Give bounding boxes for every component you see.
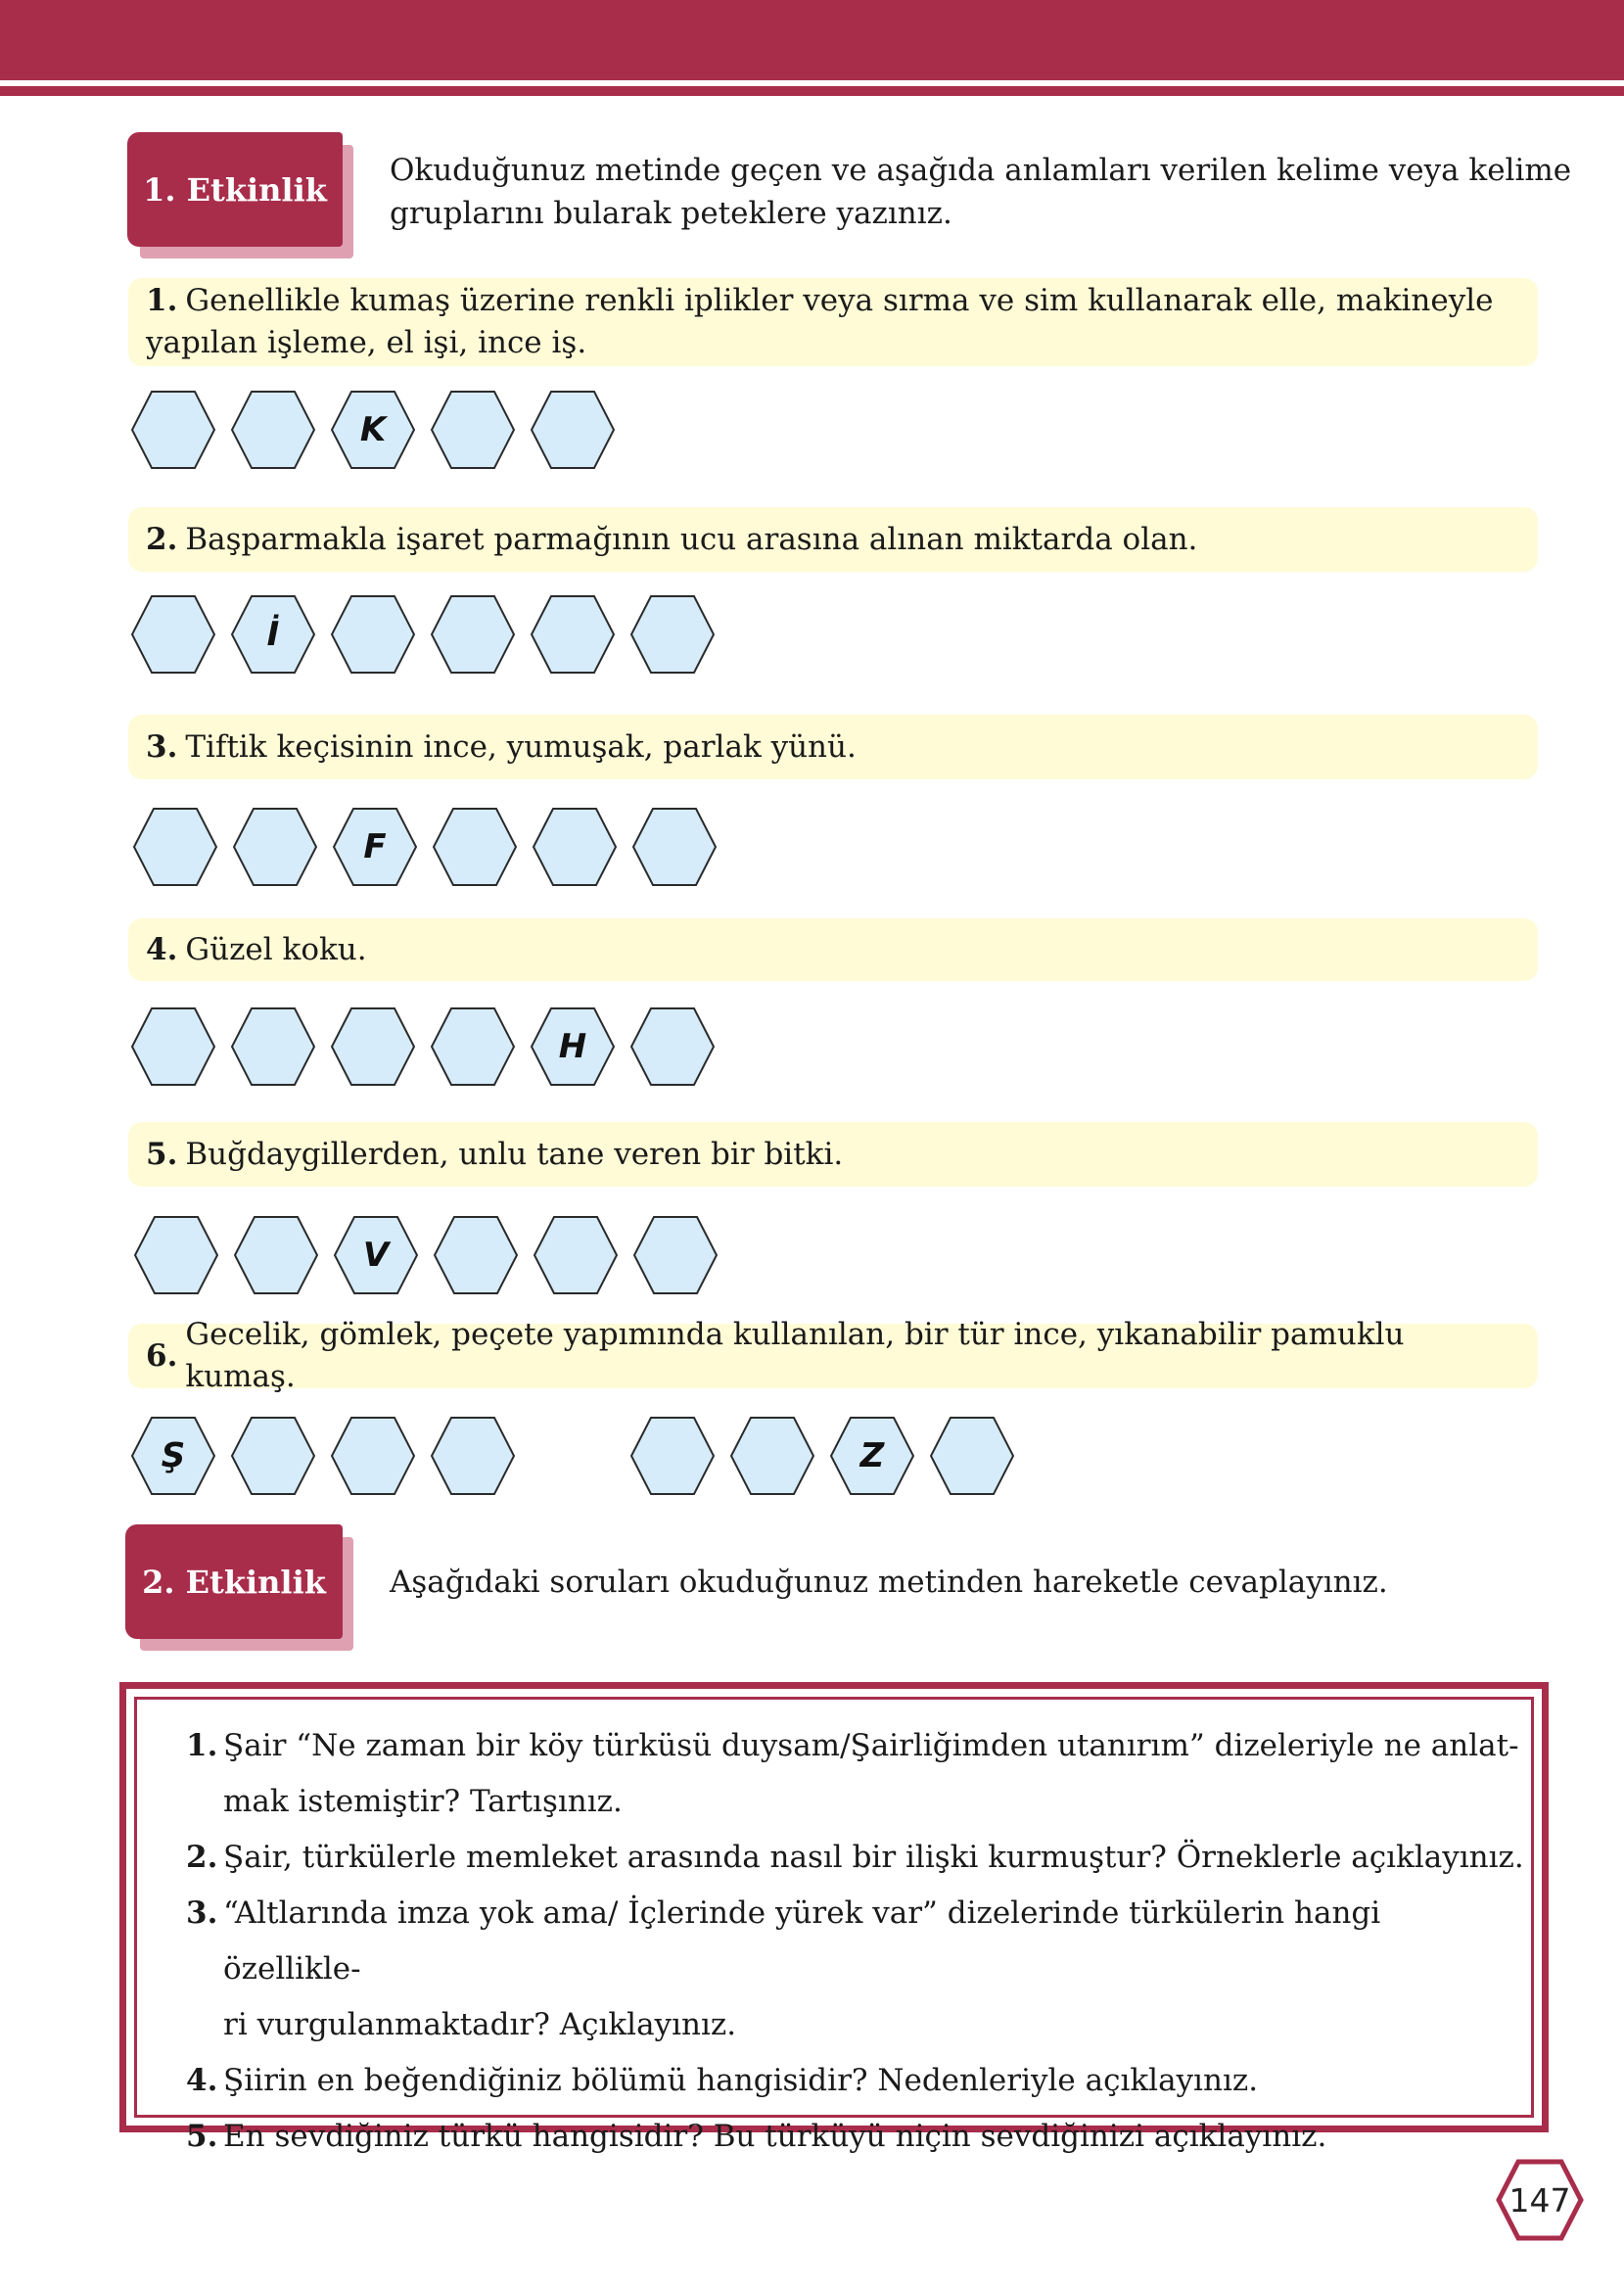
answer-cell-letter xyxy=(232,1214,320,1296)
activity1-label: 1. Etkinlik xyxy=(127,132,343,247)
answer-cell[interactable] xyxy=(531,806,619,888)
answer-cell-letter xyxy=(630,806,719,888)
answer-cell-letter xyxy=(429,1005,517,1088)
activity2-label: 2. Etkinlik xyxy=(125,1524,343,1639)
question-5-box: 5. Buğdaygillerden, unlu tane veren bir bitki. xyxy=(128,1122,1538,1187)
answer-cell[interactable] xyxy=(329,389,417,471)
answer-cell[interactable] xyxy=(628,1005,717,1088)
question-1-box: 1. Genellikle kumaş üzerine renkli iplikler veya sırma ve sim kullanarak elle, makineyle yapılan işleme, el işi, ince iş. xyxy=(128,278,1538,366)
list-item: 4. Şiirin en beğendiğiniz bölümü hangisidir? Nedenleriyle açıklayınız. xyxy=(186,2063,1259,2098)
answer-cell-letter: K xyxy=(359,410,387,449)
answer-cell-letter xyxy=(429,593,517,676)
answer-cell-letter xyxy=(532,1214,620,1296)
answer-cell-letter: H xyxy=(558,1027,587,1066)
answer-cell[interactable] xyxy=(132,1214,220,1296)
answer-cell-letter xyxy=(432,1214,520,1296)
answer-cell[interactable] xyxy=(429,1415,517,1497)
answer-cell[interactable] xyxy=(628,593,717,676)
answer-cell-letter: V xyxy=(362,1236,390,1275)
answer-cell-letter xyxy=(329,593,417,676)
list-item: 1. Şair “Ne zaman bir köy türküsü duysam/Şairliğimden utanırım” dizeleriyle ne anlat- mak istemiştir? Tartışınız. xyxy=(186,1728,1519,1819)
answer-cell[interactable] xyxy=(532,1214,620,1296)
answer-cell-letter xyxy=(129,1005,217,1088)
answer-cell-letter: F xyxy=(363,827,387,866)
answer-cell-letter xyxy=(628,593,717,676)
activity1-instruction: Okuduğunuz metinde geçen ve aşağıda anlamları verilen kelime veya kelime gruplarını bularak peteklere yazınız. xyxy=(390,153,1572,231)
answer-cell-letter xyxy=(431,806,519,888)
answer-cell[interactable] xyxy=(331,806,419,888)
answer-cell-letter: Ş xyxy=(161,1436,186,1475)
answer-cell-letter xyxy=(131,806,219,888)
answer-cell-letter xyxy=(329,1005,417,1088)
answer-cell[interactable] xyxy=(928,1415,1016,1497)
answer-cell-letter xyxy=(628,1005,717,1088)
answer-cell-letter xyxy=(531,806,619,888)
answer-cell-letter xyxy=(329,1415,417,1497)
list-item: 5. En sevdiğiniz türkü hangisidir? Bu türküyü niçin sevdiğinizi açıklayınız. xyxy=(186,2119,1327,2154)
answer-cell-letter xyxy=(229,1005,317,1088)
answer-cell-letter xyxy=(231,806,319,888)
header-rule xyxy=(0,86,1624,96)
answer-cell[interactable] xyxy=(432,1214,520,1296)
question-2-box: 2. Başparmakla işaret parmağının ucu arasına alınan miktarda olan. xyxy=(128,507,1538,572)
answer-cell-letter xyxy=(928,1415,1016,1497)
answer-cell[interactable] xyxy=(529,389,617,471)
answer-cell[interactable] xyxy=(129,593,217,676)
answer-cell-letter xyxy=(628,1415,717,1497)
header-band xyxy=(0,0,1624,80)
answer-cell[interactable] xyxy=(229,389,317,471)
answer-cell[interactable] xyxy=(631,1214,719,1296)
answer-cell[interactable] xyxy=(229,593,317,676)
answer-cell[interactable] xyxy=(332,1214,420,1296)
answer-cell-letter xyxy=(132,1214,220,1296)
answer-cell[interactable] xyxy=(329,1005,417,1088)
answer-cell[interactable] xyxy=(429,593,517,676)
answer-cell-letter xyxy=(429,389,517,471)
answer-cell[interactable] xyxy=(429,389,517,471)
answer-cell-letter xyxy=(631,1214,719,1296)
answer-cell[interactable] xyxy=(529,1005,617,1088)
answer-cell[interactable] xyxy=(131,806,219,888)
answer-cell[interactable] xyxy=(628,1415,717,1497)
answer-cell[interactable] xyxy=(129,1415,217,1497)
answer-cell[interactable] xyxy=(630,806,719,888)
answer-cell-letter xyxy=(529,593,617,676)
answer-cell[interactable] xyxy=(232,1214,320,1296)
answer-cell-letter xyxy=(229,1415,317,1497)
answer-cell[interactable] xyxy=(329,593,417,676)
answer-cell[interactable] xyxy=(129,1005,217,1088)
answer-cell-letter xyxy=(229,389,317,471)
list-item: 3. “Altlarında imza yok ama/ İçlerinde yürek var” dizelerinde türkülerin hangi özellikle- ri vurgulanmaktadır? Açıklayınız. xyxy=(186,1895,1381,2042)
answer-cell-letter: Z xyxy=(859,1436,885,1475)
answer-cell-letter xyxy=(429,1415,517,1497)
question-6-box: 6. Gecelik, gömlek, peçete yapımında kullanılan, bir tür ince, yıkanabilir pamuklu kumaş. xyxy=(128,1324,1538,1388)
list-item: 2. Şair, türkülerle memleket arasında nasıl bir ilişki kurmuştur? Örneklerle açıklayınız. xyxy=(186,1840,1524,1875)
answer-cell[interactable] xyxy=(229,1415,317,1497)
question-3-box: 3. Tiftik keçisinin ince, yumuşak, parlak yünü. xyxy=(128,715,1538,779)
answer-cell-letter xyxy=(728,1415,816,1497)
answer-cell[interactable] xyxy=(728,1415,816,1497)
answer-cell[interactable] xyxy=(129,389,217,471)
answer-cell-letter: İ xyxy=(266,615,280,654)
question-4-box: 4. Güzel koku. xyxy=(128,918,1538,981)
answer-cell[interactable] xyxy=(529,593,617,676)
answer-cell[interactable] xyxy=(231,806,319,888)
answer-cell[interactable] xyxy=(329,1415,417,1497)
answer-cell-letter xyxy=(129,389,217,471)
answer-cell[interactable] xyxy=(828,1415,916,1497)
activity2-instruction: Aşağıdaki soruları okuduğunuz metinden hareketle cevaplayınız. xyxy=(390,1565,1388,1600)
answer-cell[interactable] xyxy=(429,1005,517,1088)
page-number: 147 xyxy=(1496,2159,1584,2241)
answer-cell-letter xyxy=(529,389,617,471)
discussion-questions xyxy=(186,1718,1527,2165)
answer-cell-letter xyxy=(129,593,217,676)
answer-cell[interactable] xyxy=(431,806,519,888)
answer-cell[interactable] xyxy=(229,1005,317,1088)
